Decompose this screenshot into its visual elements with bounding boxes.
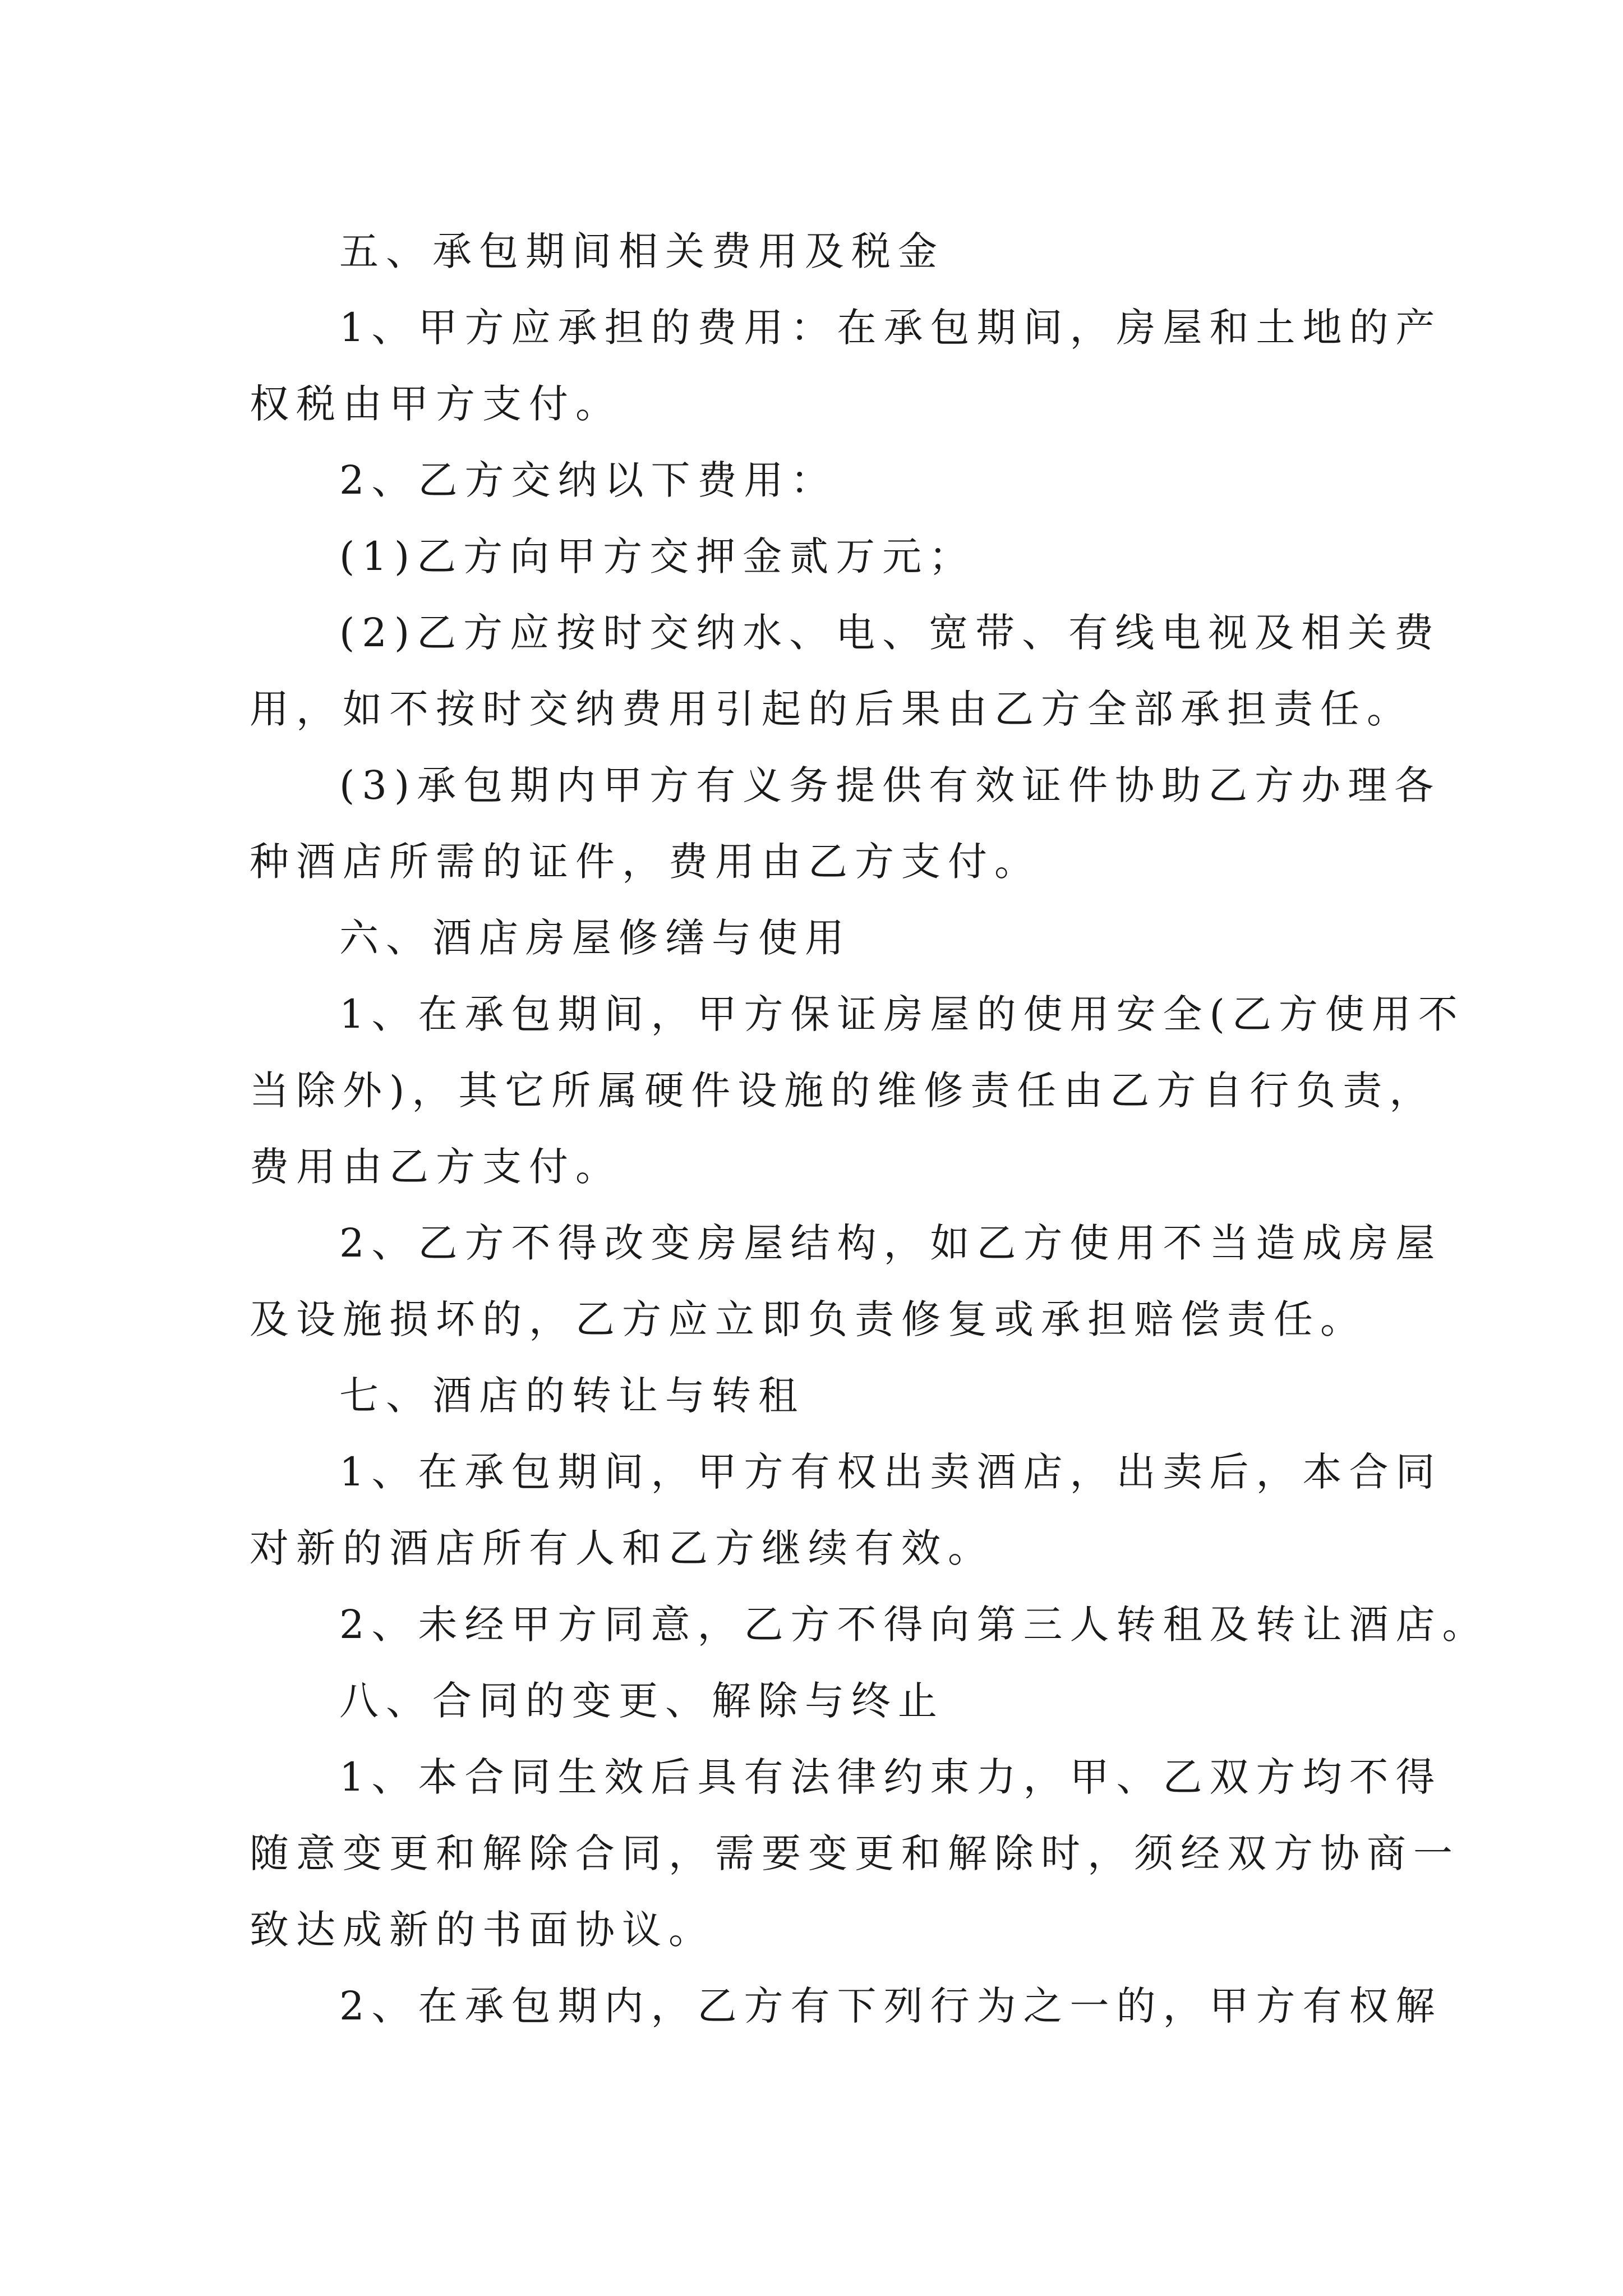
paragraph-line: 对新的酒店所有人和乙方继续有效。 xyxy=(250,1525,994,1571)
paragraph-line: (3)承包期内甲方有义务提供有效证件协助乙方办理各 xyxy=(339,762,1441,808)
section-heading-8: 八、合同的变更、解除与终止 xyxy=(339,1678,944,1724)
section-heading-7: 七、酒店的转让与转租 xyxy=(339,1373,805,1419)
paragraph-line: 1、甲方应承担的费用：在承包期间，房屋和土地的产 xyxy=(339,305,1442,351)
paragraph-line: 1、在承包期间，甲方有权出卖酒店，出卖后，本合同 xyxy=(339,1449,1442,1495)
paragraph-line: 致达成新的书面协议。 xyxy=(250,1907,715,1953)
paragraph-line: 1、本合同生效后具有法律约束力，甲、乙双方均不得 xyxy=(339,1754,1442,1800)
paragraph-line: 用，如不按时交纳费用引起的后果由乙方全部承担责任。 xyxy=(250,686,1413,732)
paragraph-line: 2、在承包期内，乙方有下列行为之一的，甲方有权解 xyxy=(339,1983,1442,2029)
document-body xyxy=(250,213,1489,2044)
paragraph-line: 种酒店所需的证件，费用由乙方支付。 xyxy=(250,839,1041,885)
paragraph-line: 及设施损坏的，乙方应立即负责修复或承担赔偿责任。 xyxy=(250,1296,1367,1342)
paragraph-line: 1、在承包期间，甲方保证房屋的使用安全(乙方使用不 xyxy=(339,991,1465,1037)
paragraph-line: (1)乙方向甲方交押金贰万元； xyxy=(339,533,976,579)
paragraph-line: 费用由乙方支付。 xyxy=(250,1144,622,1190)
section-heading-5: 五、承包期间相关费用及税金 xyxy=(339,228,944,274)
paragraph-line: 2、乙方不得改变房屋结构，如乙方使用不当造成房屋 xyxy=(339,1220,1442,1266)
paragraph-line: 当除外)，其它所属硬件设施的维修责任由乙方自行负责， xyxy=(250,1068,1436,1114)
paragraph-line: 2、未经甲方同意，乙方不得向第三人转租及转让酒店。 xyxy=(339,1602,1489,1648)
paragraph-line: 随意变更和解除合同，需要变更和解除时，须经双方协商一 xyxy=(250,1830,1460,1876)
paragraph-line: (2)乙方应按时交纳水、电、宽带、有线电视及相关费 xyxy=(339,610,1441,656)
section-heading-6: 六、酒店房屋修缮与使用 xyxy=(339,915,851,961)
paragraph-line: 2、乙方交纳以下费用： xyxy=(339,457,837,503)
paragraph-line: 权税由甲方支付。 xyxy=(250,381,622,427)
